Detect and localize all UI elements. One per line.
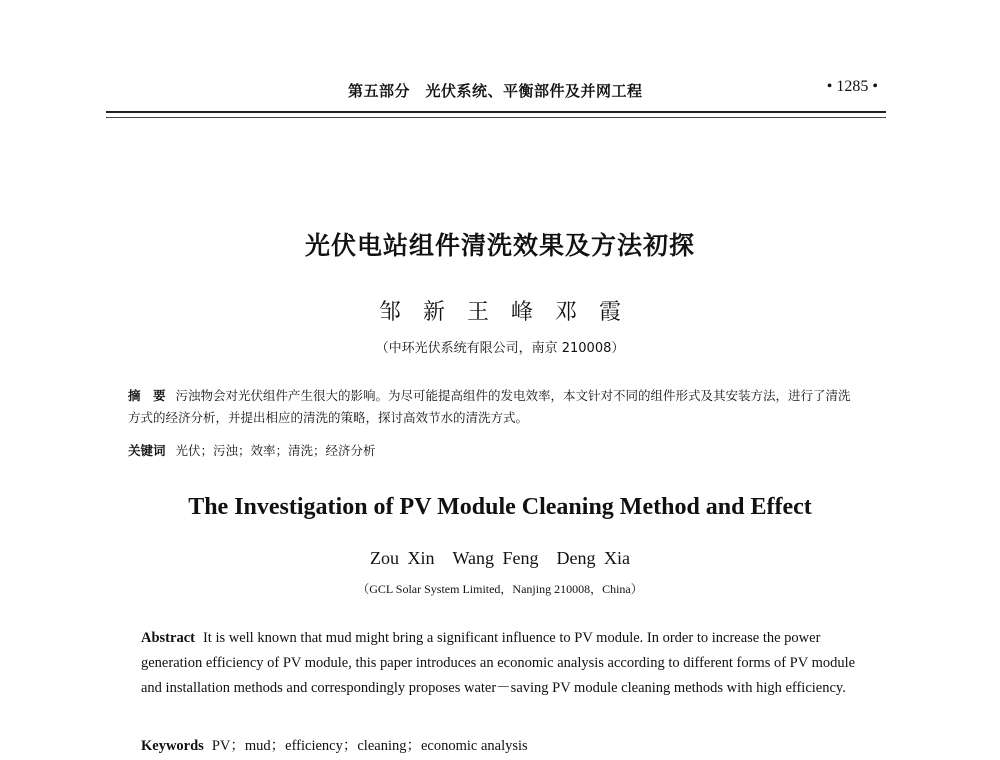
header-rule-thin: [106, 117, 886, 118]
english-abstract: [141, 626, 861, 701]
english-affiliation: （GCL Solar System Limited，Nanjing 210008，China）: [357, 582, 643, 596]
chinese-keywords-label: 关键词: [128, 443, 166, 458]
chinese-keywords-text: 光伏；污浊；效率；清洗；经济分析: [175, 443, 376, 458]
header-page-number: • 1285 •: [826, 78, 878, 95]
english-keywords-label: Keywords: [141, 738, 204, 754]
english-authors: Zou Xin Wang Feng Deng Xia: [369, 548, 630, 568]
english-title: The Investigation of PV Module Cleaning Method and Effect: [188, 494, 812, 520]
english-keywords: [141, 734, 861, 755]
english-abstract-text: It is well known that mud might bring a significant influence to PV module. In order to increase the power generation efficiency of PV module, this paper introduces an economic analysis according to different forms of PV module and installation methods and correspondingly proposes water－saving PV module cleaning methods with high efficiency.: [141, 630, 856, 696]
chinese-title: 光伏电站组件清洗效果及方法初探: [304, 231, 695, 260]
chinese-authors: 邹 新 王 峰 邓 霞: [378, 300, 621, 325]
chinese-abstract: [128, 385, 863, 429]
chinese-keywords: [128, 441, 863, 459]
chinese-affiliation: （中环光伏系统有限公司，南京 210008）: [375, 341, 625, 356]
header-rule-thick: [106, 111, 886, 113]
chinese-abstract-label: 摘 要: [128, 388, 166, 403]
english-abstract-label: Abstract: [141, 630, 195, 646]
header-section-title: 第五部分 光伏系统、平衡部件及并网工程: [348, 84, 643, 100]
running-header: [96, 78, 886, 102]
english-keywords-text: PV；mud；efficiency；cleaning；economic analysis: [211, 738, 528, 754]
chinese-abstract-text: 污浊物会对光伏组件产生很大的影响。为尽可能提高组件的发电效率，本文针对不同的组件形式及其安装方法，进行了清洗方式的经济分析，并提出相应的清洗的策略，探讨高效节水的清洗方式。: [128, 388, 851, 425]
